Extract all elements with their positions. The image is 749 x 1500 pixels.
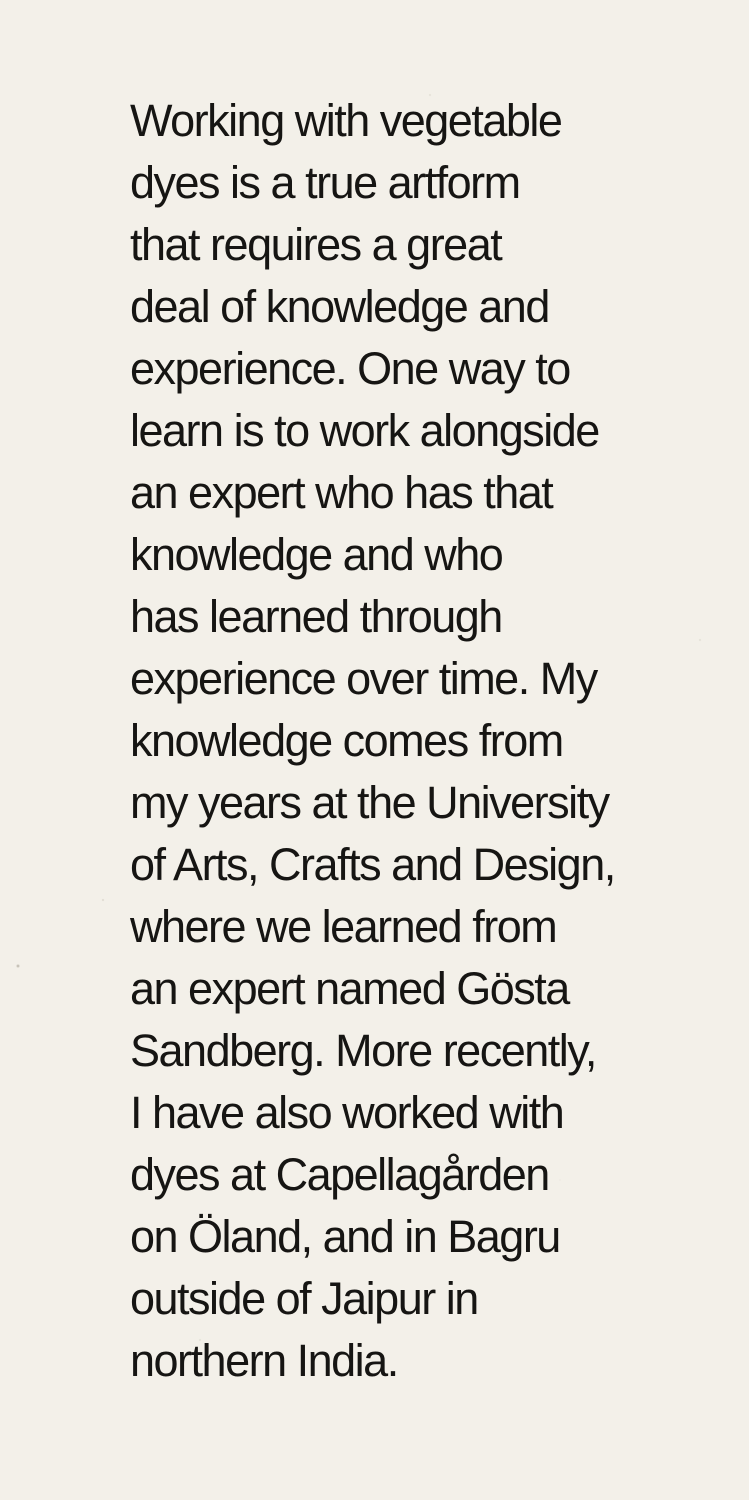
text-line: knowledge comes from (130, 715, 563, 766)
paragraph-text (130, 90, 650, 1392)
text-line: knowledge and who (130, 529, 503, 580)
text-line: northern India. (130, 1335, 398, 1386)
text-line: dyes at Capellagården (130, 1149, 549, 1200)
text-line: an expert named Gösta (130, 963, 569, 1014)
text-line: Working with vegetable (130, 95, 562, 146)
text-line: has learned through (130, 591, 502, 642)
text-line: outside of Jaipur in (130, 1273, 478, 1324)
text-line: on Öland, and in Bagru (130, 1211, 560, 1262)
text-line: experience. One way to (130, 343, 570, 394)
text-line: dyes is a true artform (130, 157, 520, 208)
text-line: where we learned from (130, 901, 557, 952)
text-line: that requires a great (130, 219, 502, 270)
text-line: I have also worked with (130, 1087, 564, 1138)
text-line: learn is to work alongside (130, 405, 599, 456)
text-line: deal of knowledge and (130, 281, 549, 332)
text-line: of Arts, Crafts and Design, (130, 839, 615, 890)
text-line: an expert who has that (130, 467, 553, 518)
text-line: my years at the University (130, 777, 609, 828)
text-line: Sandberg. More recently, (130, 1025, 596, 1076)
text-line: experience over time. My (130, 653, 597, 704)
